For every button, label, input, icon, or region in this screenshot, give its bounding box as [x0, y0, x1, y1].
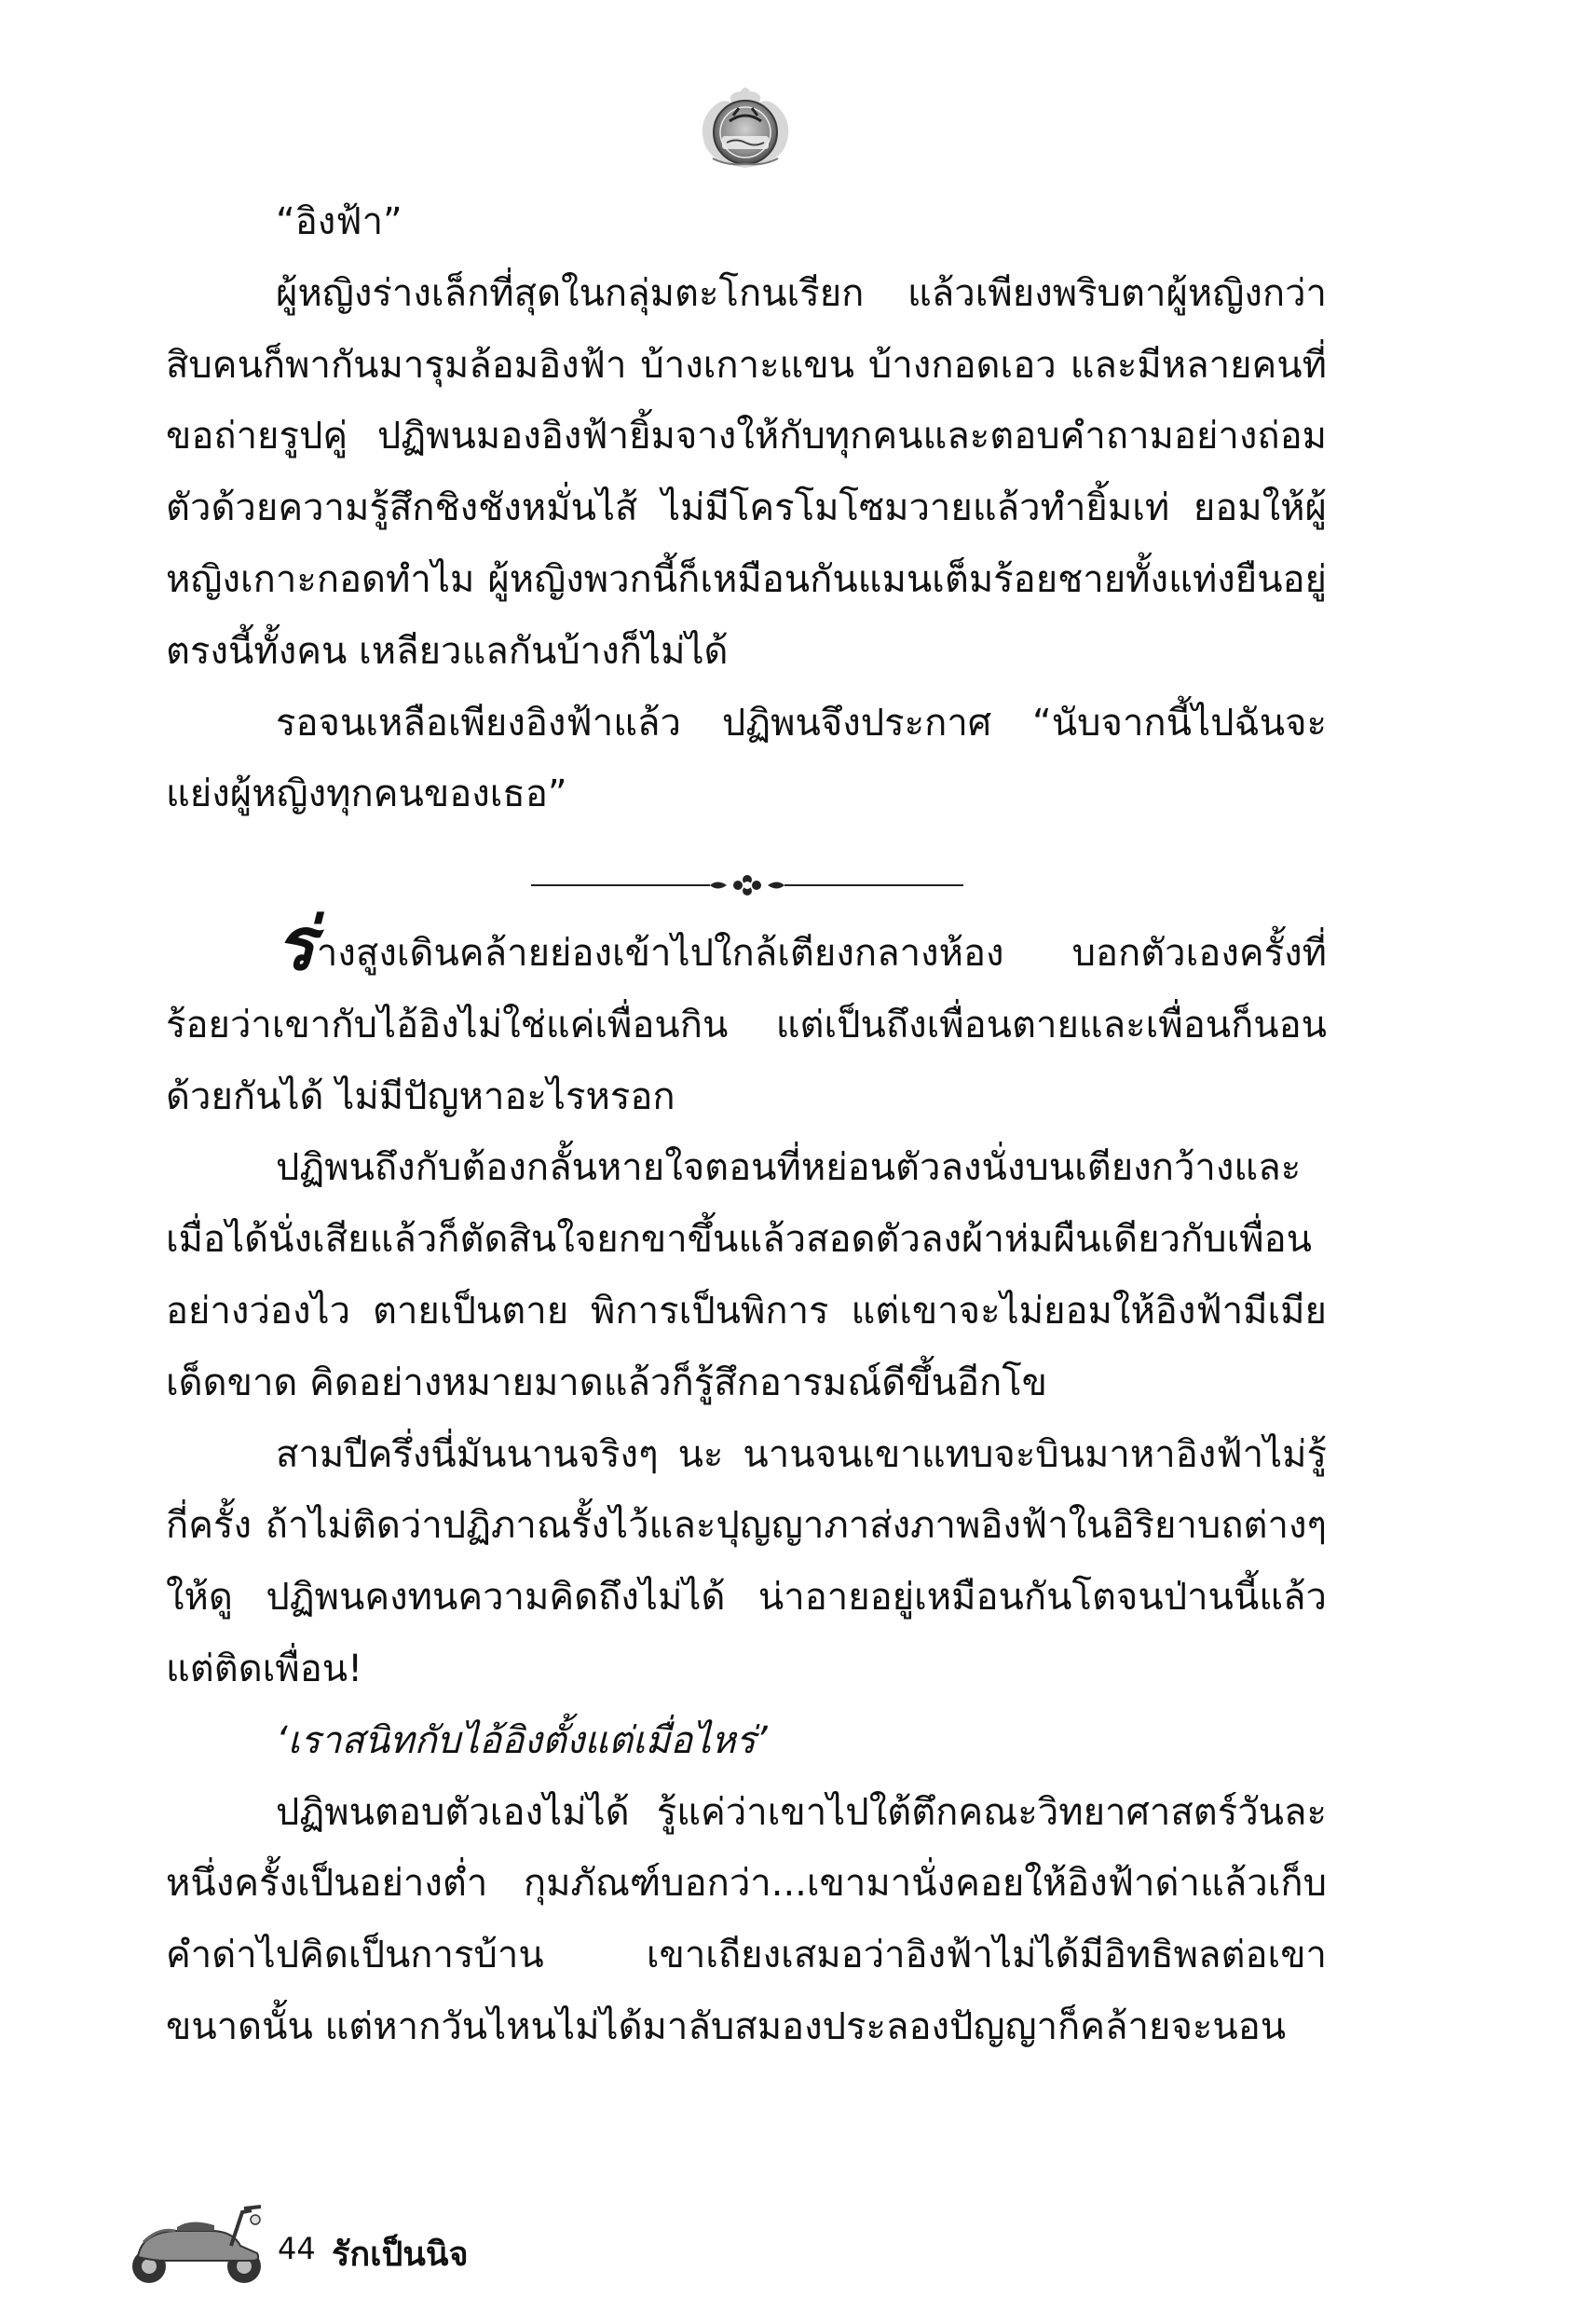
paragraph: ผู้หญิงร่างเล็กที่สุดในกลุ่มตะโกนเรียก แล้วเพียงพริบตาผู้หญิงกว่าสิบคนก็พากันมารุมล้อมอิงฟ้า บ้างเกาะแขน บ้างกอดเอว และมีหลายคนที่ขอถ่ายรูปคู่ ปฏิพนมองอิงฟ้ายิ้มจางให้กับทุกคนและตอบคำถามอย่างถ่อมตัวด้วยความรู้สึกชิงชังหมั่นไส้ ไม่มีโครโมโซมวายแล้วทำยิ้มเท่ ยอมให้ผู้หญิงเกาะกอดทำไม ผู้หญิงพวกนี้ก็เหมือนกันแมนเต็มร้อยชายทั้งแท่งยืนอยู่ตรงนี้ทั้งคน เหลียวแลกันบ้างก็ไม่ได้: [166, 271, 1327, 673]
scooter-icon: [121, 2199, 278, 2289]
page-number: 44: [278, 2231, 316, 2266]
paragraph: ‘เราสนิทกับไอ้อิงตั้งแต่เมื่อไหร่’: [276, 1718, 768, 1762]
ornamental-divider-icon: [531, 871, 963, 899]
paragraph: ปฏิพนถึงกับต้องกลั้นหายใจตอนที่หย่อนตัวลงนั่งบนเตียงกว้างและเมื่อได้นั่งเสียแล้วก็ตัดสินใจยกขาขึ้นแล้วสอดตัวลงผ้าห่มผืนเดียวกับเพื่อนอย่างว่องไว ตายเป็นตาย พิการเป็นพิการ แต่เขาจะไม่ยอมให้อิงฟ้ามีเมียเด็ดขาด คิดอย่างหมายมาดแล้วก็รู้สึกอารมณ์ดีขึ้นอีกโข: [166, 1146, 1327, 1404]
paragraph: รอจนเหลือเพียงอิงฟ้าแล้ว ปฏิพนจึงประกาศ “นับจากนี้ไปฉันจะแย่งผู้หญิงทุกคนของเธอ”: [166, 701, 1327, 816]
drop-cap: ร่: [276, 902, 315, 987]
medallion-emblem-icon: [694, 75, 797, 177]
paragraph: [166, 902, 1327, 1132]
text-section-1: [166, 186, 1327, 830]
text-section-2: [166, 902, 1327, 2063]
drop-cap-paragraph-text: างสูงเดินคล้ายย่องเข้าไปใกล้เตียงกลางห้อง บอกตัวเองครั้งที่ร้อยว่าเขากับไอ้อิงไม่ใช่แค่เพื่อนกิน แต่เป็นถึงเพื่อนตายและเพื่อนก็นอนด้วยกันได้ ไม่มีปัญหาอะไรหรอก: [166, 932, 1327, 1118]
paragraph: ปฏิพนตอบตัวเองไม่ได้ รู้แค่ว่าเขาไปใต้ตึกคณะวิทยาศาสตร์วันละหนึ่งครั้งเป็นอย่างต่ำ กุมภัณฑ์บอกว่า...เขามานั่งคอยให้อิงฟ้าด่าแล้วเก็บคำด่าไปคิดเป็นการบ้าน เขาเถียงเสมอว่าอิงฟ้าไม่ได้มีอิทธิพลต่อเขาขนาดนั้น แต่หากวันไหนไม่ได้มาลับสมองประลองปัญญาก็คล้ายจะนอน: [166, 1790, 1327, 2048]
page-footer: [121, 2199, 680, 2292]
book-title: รักเป็นนิจ: [332, 2236, 469, 2274]
paragraph: “อิงฟ้า”: [276, 200, 402, 243]
paragraph: สามปีครึ่งนี่มันนานจริงๆ นะ นานจนเขาแทบจะบินมาหาอิงฟ้าไม่รู้กี่ครั้ง ถ้าไม่ติดว่าปฏิภาณรั้งไว้และปุญญาภาส่งภาพอิงฟ้าในอิริยาบถต่างๆ ให้ดู ปฏิพนคงทนความคิดถึงไม่ได้ น่าอายอยู่เหมือนกันโตจนป่านนี้แล้วแต่ติดเพื่อน!: [166, 1432, 1327, 1690]
